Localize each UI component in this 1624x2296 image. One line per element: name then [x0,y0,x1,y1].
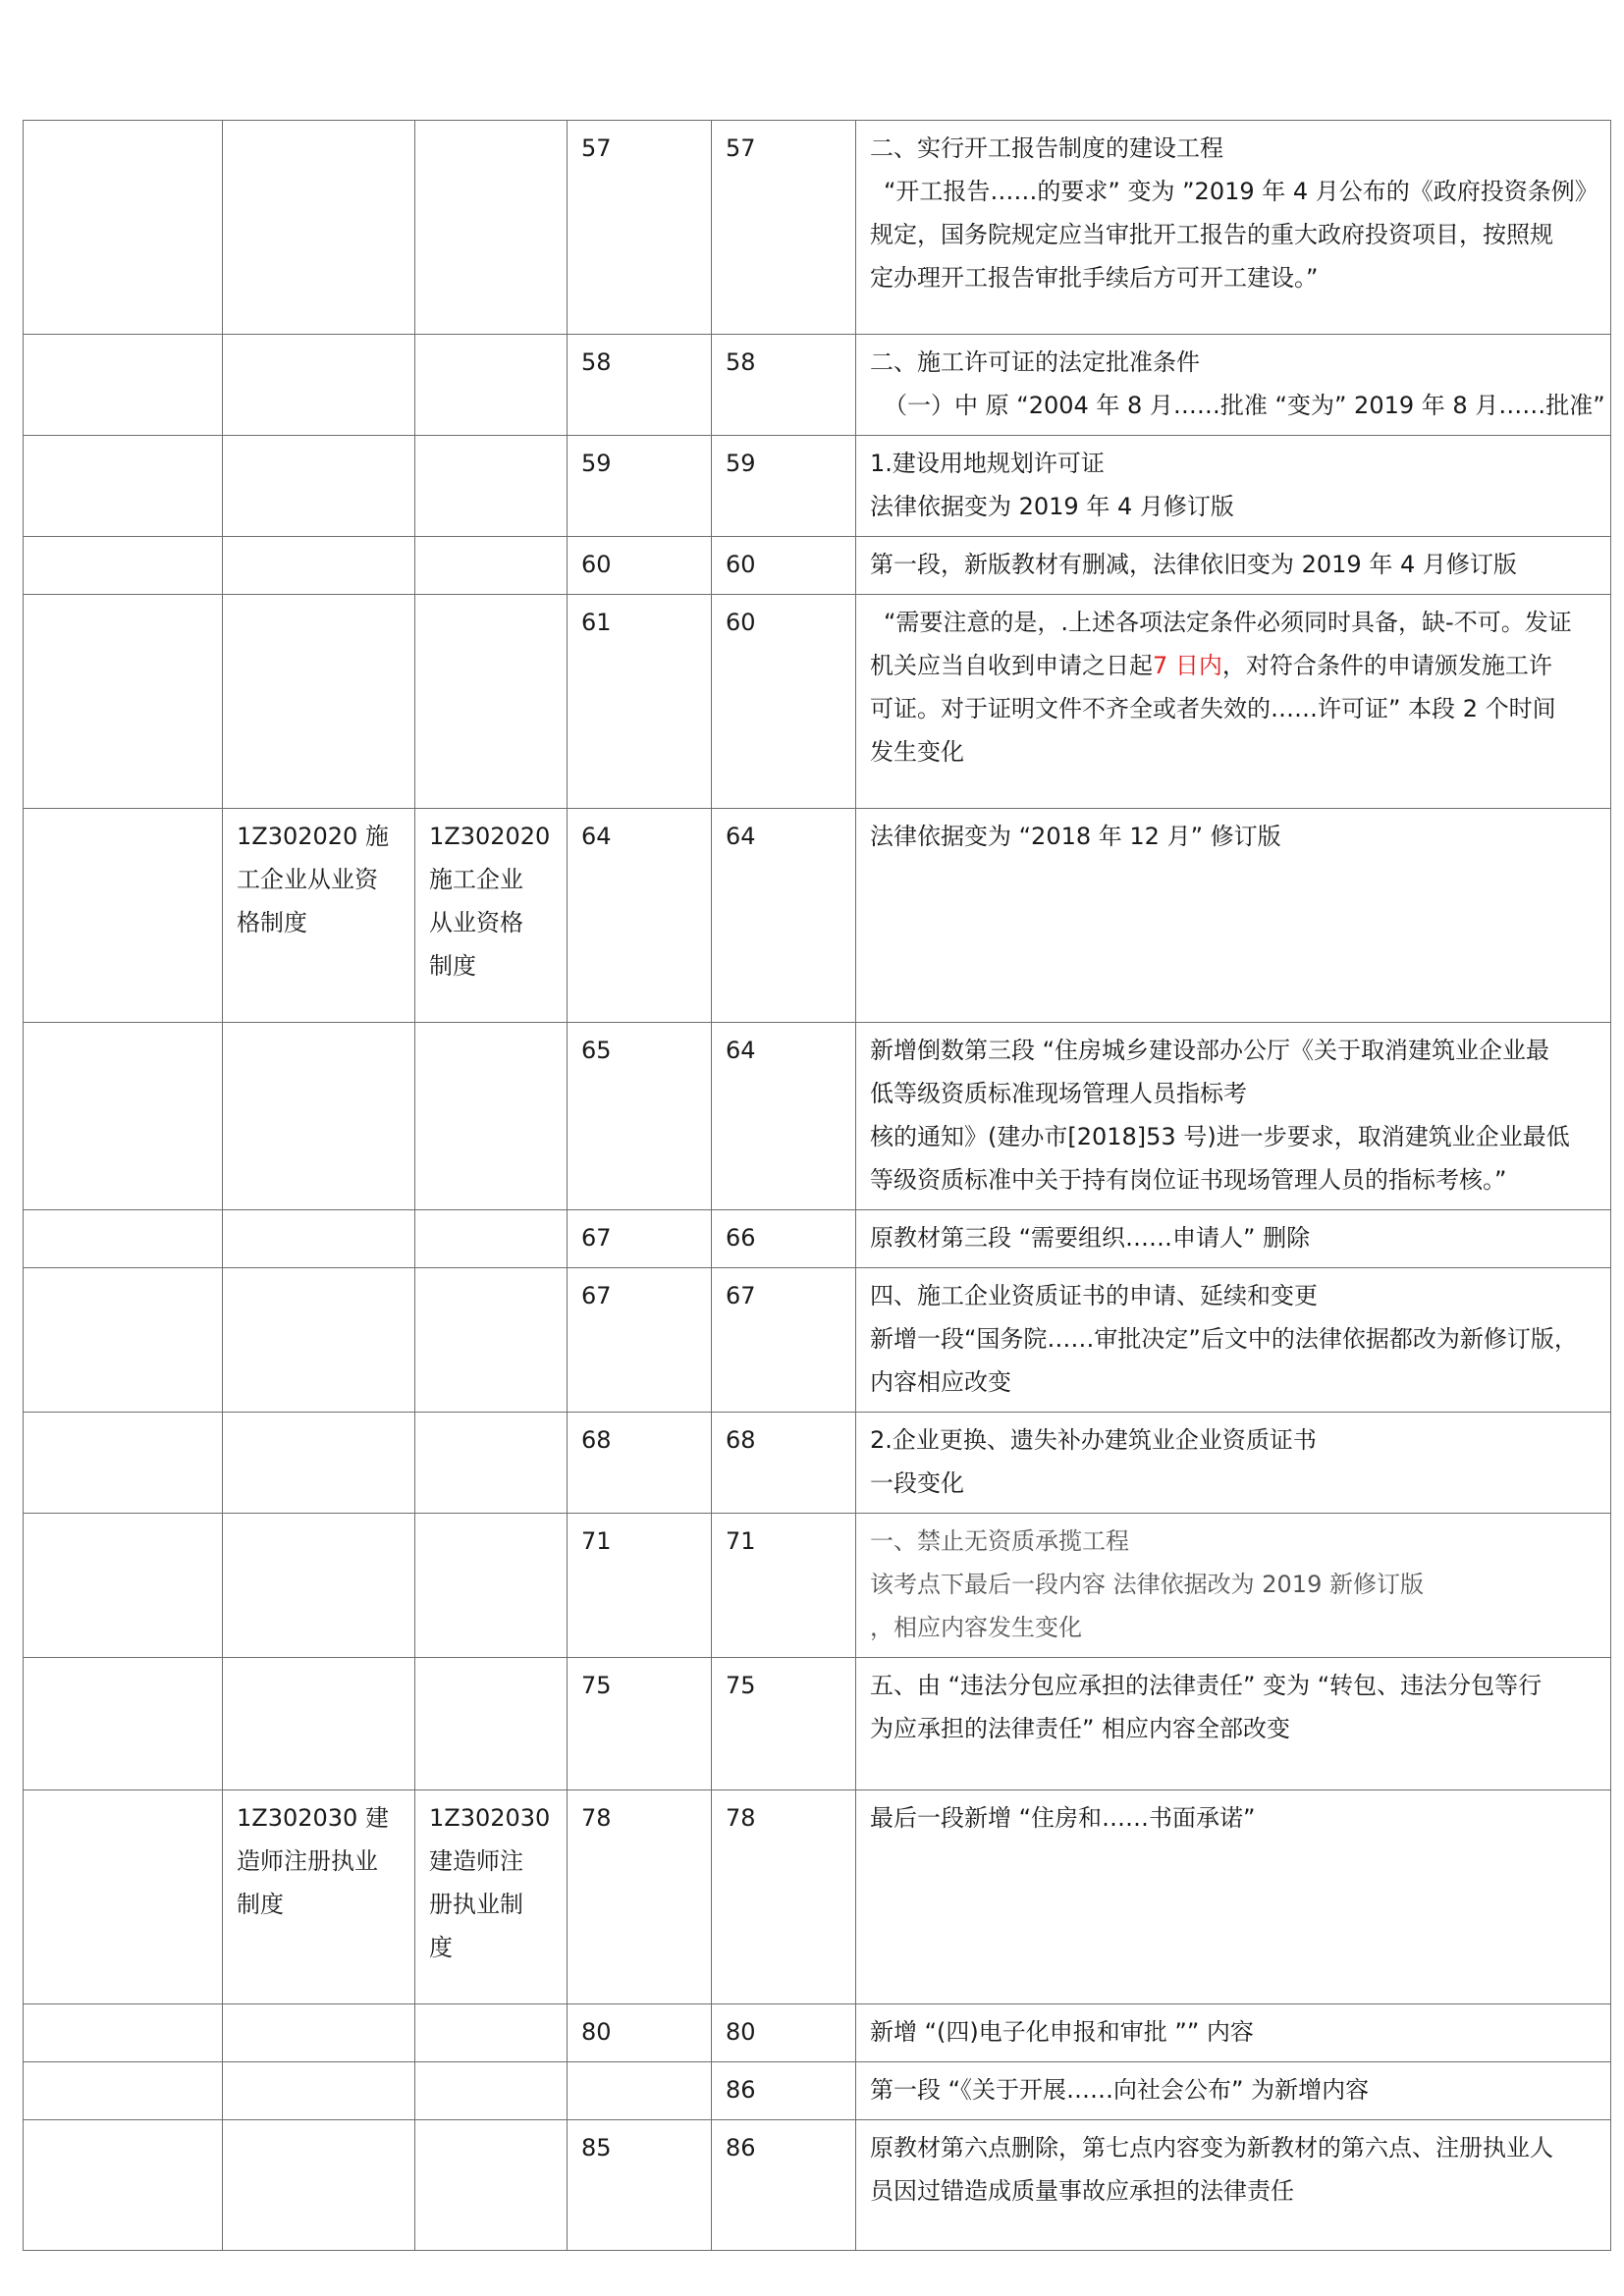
chapter-cell [223,1210,415,1268]
old-page-cell: 64 [568,809,712,1023]
empty-cell [24,1268,223,1413]
section-cell [415,537,568,595]
empty-cell [24,2004,223,2062]
change-content-cell [856,537,1611,595]
empty-cell [24,1658,223,1790]
change-content-cell [856,1413,1611,1514]
content-line: 发生变化 [870,738,964,766]
empty-cell [24,2120,223,2251]
section-line: 制度 [429,952,476,980]
chapter-line: 1Z302020 施 [237,823,389,850]
empty-cell [24,2062,223,2120]
section-cell [415,1790,568,2004]
table-row [24,2004,1611,2062]
new-page-cell: 59 [712,436,856,537]
chapter-cell [223,436,415,537]
empty-cell [24,537,223,595]
section-line: 度 [429,1934,453,1961]
chapter-cell [223,595,415,809]
old-page-cell: 80 [568,2004,712,2062]
section-cell [415,1658,568,1790]
old-page-cell: 68 [568,1413,712,1514]
content-line: 二、施工许可证的法定批准条件 [870,348,1200,376]
section-cell [415,1023,568,1210]
content-line: 可证。对于证明文件不齐全或者失效的……许可证” 本段 2 个时间 [870,695,1556,722]
section-line: 1Z302020 [429,823,551,850]
table-row [24,595,1611,809]
new-page-cell: 68 [712,1413,856,1514]
new-page-cell: 78 [712,1790,856,2004]
content-line: 内容相应改变 [870,1368,1011,1396]
content-line: “需要注意的是，.上述各项法定条件必须同时具备，缺-不可。发证 [884,609,1572,636]
table-row [24,1210,1611,1268]
chapter-cell [223,537,415,595]
content-line [870,644,1598,687]
old-page-cell: 57 [568,121,712,335]
new-page-cell: 86 [712,2062,856,2120]
chapter-cell [223,1790,415,2004]
chapter-line: 制度 [237,1891,284,1918]
old-page-cell: 78 [568,1790,712,2004]
content-line: ，相应内容发生变化 [870,1614,1082,1641]
old-page-cell: 67 [568,1268,712,1413]
change-content-cell [856,436,1611,537]
table-row [24,1790,1611,2004]
content-line: “开工报告……的要求” 变为 ”2019 年 4 月公布的《政府投资条例》 [884,178,1598,205]
content-text: ，对符合条件的申请颁发施工许 [1221,652,1552,679]
new-page-cell: 60 [712,595,856,809]
chapter-cell [223,2062,415,2120]
table-row [24,1413,1611,1514]
content-line: 法律依据变为 2019 年 4 月修订版 [870,493,1234,520]
content-line: 原教材第六点删除，第七点内容变为新教材的第六点、注册执业人 [870,2134,1553,2162]
table-row [24,537,1611,595]
change-content-cell [856,2004,1611,2062]
empty-cell [24,1210,223,1268]
content-line: 四、施工企业资质证书的申请、延续和变更 [870,1282,1318,1309]
content-line: 1.建设用地规划许可证 [870,450,1105,477]
empty-cell [24,121,223,335]
change-content-cell [856,1023,1611,1210]
table-row [24,1023,1611,1210]
section-cell [415,2120,568,2251]
old-page-cell: 71 [568,1514,712,1658]
content-line: 规定，国务院规定应当审批开工报告的重大政府投资项目，按照规 [870,221,1553,248]
section-line: 建造师注 [429,1847,523,1875]
content-line: 低等级资质标准现场管理人员指标考 [870,1080,1247,1107]
content-line: 一段变化 [870,1469,964,1497]
new-page-cell: 57 [712,121,856,335]
new-page-cell: 64 [712,809,856,1023]
change-content-cell [856,1790,1611,2004]
chapter-cell [223,1514,415,1658]
table-row [24,2062,1611,2120]
content-line: 新增倒数第三段 “住房城乡建设部办公厅《关于取消建筑业企业最 [870,1037,1550,1064]
new-page-cell: 86 [712,2120,856,2251]
table-row [24,121,1611,335]
old-page-cell: 65 [568,1023,712,1210]
content-line: 最后一段新增 “住房和……书面承诺” [870,1804,1256,1832]
content-line: 新增 “(四)电子化申报和审批 ”” 内容 [870,2018,1254,2046]
section-cell [415,121,568,335]
change-content-cell [856,121,1611,335]
section-cell [415,2004,568,2062]
empty-cell [24,1413,223,1514]
new-page-cell: 80 [712,2004,856,2062]
chapter-line: 工企业从业资 [237,866,378,893]
section-cell [415,1413,568,1514]
empty-cell [24,1023,223,1210]
empty-cell [24,595,223,809]
new-page-cell: 67 [712,1268,856,1413]
old-page-cell [568,2062,712,2120]
change-content-cell [856,1210,1611,1268]
new-page-cell: 71 [712,1514,856,1658]
textbook-changes-table [23,120,1611,2251]
table-row [24,1514,1611,1658]
new-page-cell: 75 [712,1658,856,1790]
empty-cell [24,809,223,1023]
chapter-cell [223,1658,415,1790]
old-page-cell: 60 [568,537,712,595]
table-row [24,335,1611,436]
empty-cell [24,1514,223,1658]
change-content-cell [856,335,1611,436]
content-line: 第一段，新版教材有删减，法律依旧变为 2019 年 4 月修订版 [870,551,1517,578]
old-page-cell: 75 [568,1658,712,1790]
chapter-cell [223,1023,415,1210]
content-line: （一）中 原 “2004 年 8 月……批准 “变为” 2019 年 8 月……批准” [884,392,1605,419]
chapter-line: 格制度 [237,909,307,936]
empty-cell [24,436,223,537]
section-line: 1Z302030 [429,1804,551,1832]
change-content-cell [856,2120,1611,2251]
section-cell [415,335,568,436]
new-page-cell: 66 [712,1210,856,1268]
old-page-cell: 58 [568,335,712,436]
highlighted-deadline: 7 日内 [1153,652,1222,679]
content-line: 员因过错造成质量事故应承担的法律责任 [870,2177,1294,2205]
content-line: 一、禁止无资质承揽工程 [870,1527,1129,1555]
empty-cell [24,1790,223,2004]
chapter-line: 1Z302030 建 [237,1804,389,1832]
content-line: 2.企业更换、遗失补办建筑业企业资质证书 [870,1426,1317,1454]
section-cell [415,1268,568,1413]
chapter-cell [223,2004,415,2062]
section-line: 从业资格 [429,909,523,936]
content-line: 法律依据变为 “2018 年 12 月” 修订版 [870,823,1281,850]
section-cell [415,436,568,537]
chapter-line: 造师注册执业 [237,1847,378,1875]
change-content-cell [856,1268,1611,1413]
content-line: 为应承担的法律责任” 相应内容全部改变 [870,1715,1291,1742]
content-line: 原教材第三段 “需要组织……申请人” 删除 [870,1224,1311,1252]
content-line: 新增一段“国务院……审批决定”后文中的法律依据都改为新修订版， [870,1325,1578,1353]
chapter-cell [223,2120,415,2251]
section-cell [415,1514,568,1658]
content-line: 五、由 “违法分包应承担的法律责任” 变为 “转包、违法分包等行 [870,1672,1543,1699]
section-cell [415,2062,568,2120]
chapter-cell [223,121,415,335]
section-cell [415,595,568,809]
old-page-cell: 59 [568,436,712,537]
old-page-cell: 67 [568,1210,712,1268]
change-content-cell [856,1658,1611,1790]
new-page-cell: 58 [712,335,856,436]
content-line: 该考点下最后一段内容 法律依据改为 2019 新修订版 [870,1571,1424,1598]
empty-cell [24,335,223,436]
content-text: 机关应当自收到申请之日起 [870,652,1153,679]
chapter-cell [223,1413,415,1514]
new-page-cell: 60 [712,537,856,595]
section-line: 册执业制 [429,1891,523,1918]
content-line: 核的通知》(建办市[2018]53 号)进一步要求，取消建筑业企业最低 [870,1123,1570,1150]
chapter-cell [223,809,415,1023]
change-content-cell [856,1514,1611,1658]
table-row [24,436,1611,537]
old-page-cell: 85 [568,2120,712,2251]
section-line: 施工企业 [429,866,523,893]
content-line: 等级资质标准中关于持有岗位证书现场管理人员的指标考核。” [870,1166,1507,1194]
change-content-cell [856,595,1611,809]
table-row [24,1268,1611,1413]
section-cell [415,1210,568,1268]
content-line: 二、实行开工报告制度的建设工程 [870,134,1223,162]
change-content-cell [856,2062,1611,2120]
chapter-cell [223,335,415,436]
table-row [24,2120,1611,2251]
section-cell [415,809,568,1023]
chapter-cell [223,1268,415,1413]
table-row [24,809,1611,1023]
content-line: 第一段 “《关于开展……向社会公布” 为新增内容 [870,2076,1370,2104]
change-content-cell [856,809,1611,1023]
content-line: 定办理开工报告审批手续后方可开工建设。” [870,264,1319,292]
old-page-cell: 61 [568,595,712,809]
new-page-cell: 64 [712,1023,856,1210]
table-row [24,1658,1611,1790]
